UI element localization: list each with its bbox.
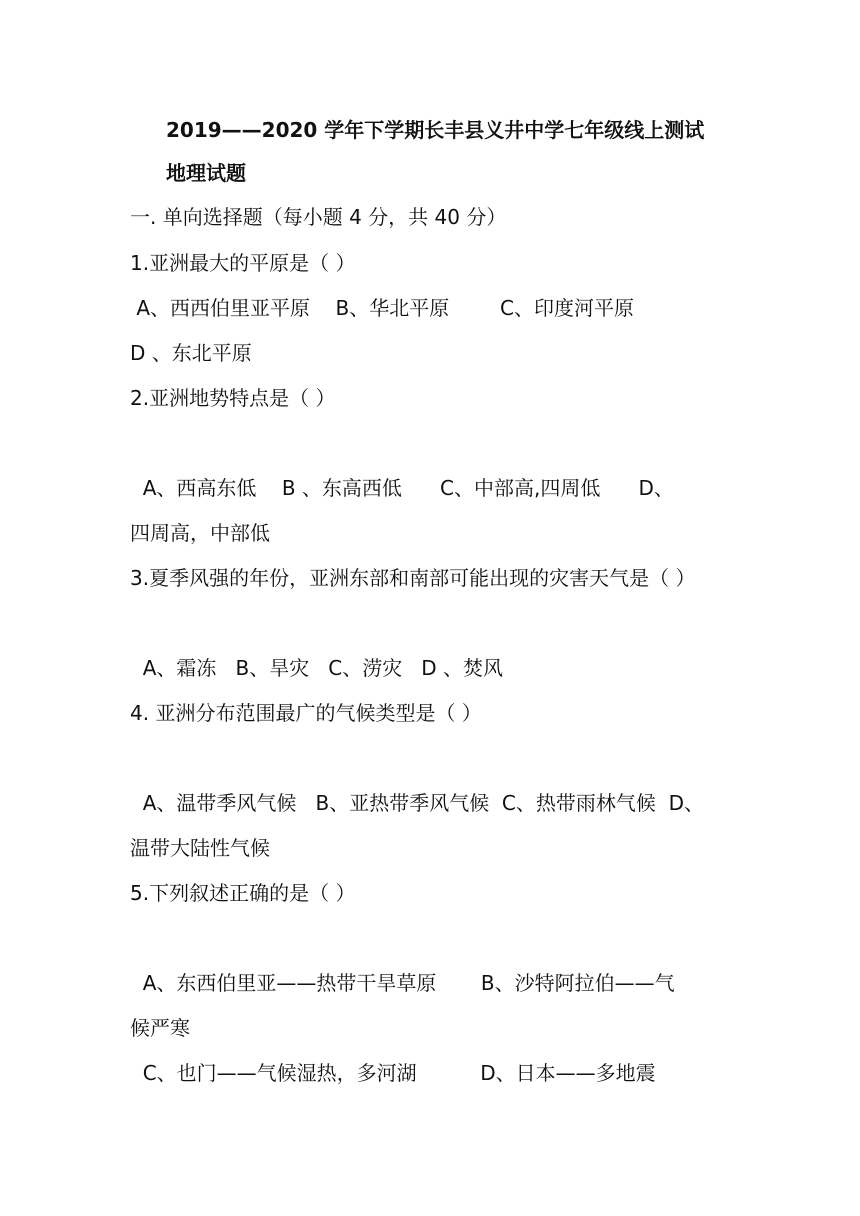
question-3-stem: 3.夏季风强的年份，亚洲东部和南部可能出现的灾害天气是（ ）: [130, 566, 696, 590]
question-1-options: A、西西伯里亚平原 B、华北平原 C、印度河平原: [130, 296, 635, 320]
question-1-options-continued: D 、东北平原: [130, 341, 252, 365]
section-heading: 一. 单向选择题（每小题 4 分，共 40 分）: [130, 205, 507, 229]
title-line-2: 地理试题: [166, 161, 246, 185]
question-5-stem: 5.下列叙述正确的是（ ）: [130, 881, 356, 905]
question-5-options-line-3: C、也门——气候湿热，多河湖 D、日本——多地震: [130, 1061, 656, 1085]
title-line-1: 2019——2020 学年下学期长丰县义井中学七年级线上测试: [166, 118, 705, 142]
question-1-stem: 1.亚洲最大的平原是（ ）: [130, 251, 356, 275]
question-5-options: A、东西伯里亚——热带干旱草原 B、沙特阿拉伯——气: [130, 971, 675, 995]
question-2-options-continued: 四周高，中部低: [130, 521, 270, 545]
question-4-stem: 4. 亚洲分布范围最广的气候类型是（ ）: [130, 701, 482, 725]
question-2-stem: 2.亚洲地势特点是（ ）: [130, 386, 336, 410]
question-3-options: A、霜冻 B、旱灾 C、涝灾 D 、焚风: [130, 656, 504, 680]
question-4-options: A、温带季风气候 B、亚热带季风气候 C、热带雨林气候 D、: [130, 791, 704, 815]
question-5-options-continued: 候严寒: [130, 1016, 190, 1040]
question-4-options-continued: 温带大陆性气候: [130, 836, 270, 860]
question-2-options: A、西高东低 B 、东高西低 C、中部高,四周低 D、: [130, 476, 674, 500]
